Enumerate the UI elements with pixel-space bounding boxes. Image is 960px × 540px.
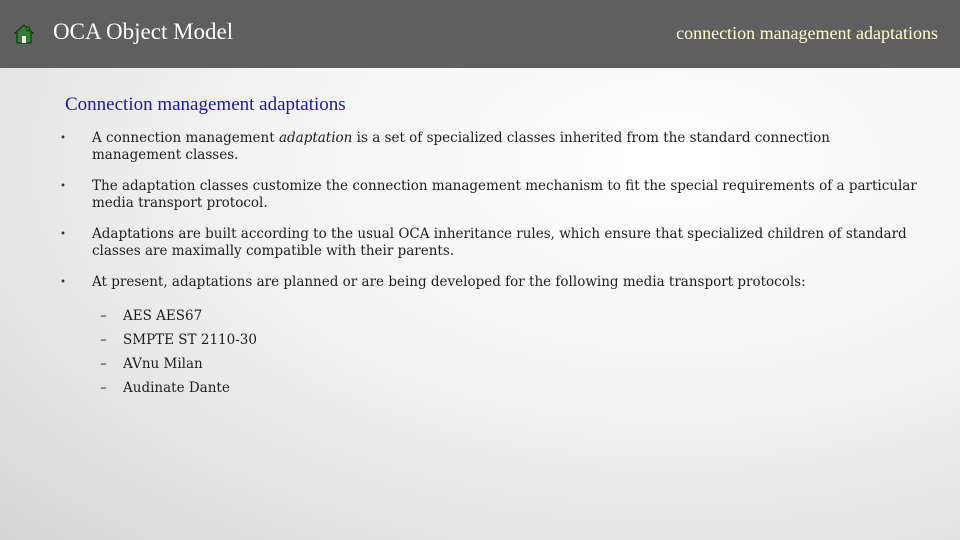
app-title: OCA Object Model [53, 19, 234, 44]
bullet-item: • Adaptations are built according to the usual OCA inheritance rules, which ensure that specialized children of standard classes are maximally compatible with their parents. [60, 226, 920, 260]
bullet-list [60, 130, 920, 305]
protocol-item: – AES AES67 [100, 308, 257, 332]
section-title: connection management adaptations [676, 23, 938, 43]
protocol-item: – Audinate Dante [100, 380, 257, 404]
emphasis-term: adaptation [278, 130, 353, 146]
protocol-item: – AVnu Milan [100, 356, 257, 380]
bullet-item: • At present, adaptations are planned or are being developed for the following media transport protocols: [60, 274, 920, 291]
protocol-item: – SMPTE ST 2110-30 [100, 332, 257, 356]
home-icon[interactable] [14, 24, 34, 44]
header-bar [0, 0, 960, 68]
bullet-item: • The adaptation classes customize the connection management mechanism to fit the special requirements of a particular media transport protocol. [60, 178, 920, 212]
slide-heading: Connection management adaptations [65, 94, 346, 115]
protocol-list [100, 308, 257, 404]
bullet-item: • A connection management adaptation is a set of specialized classes inherited from the standard connection management classes. [60, 130, 920, 164]
